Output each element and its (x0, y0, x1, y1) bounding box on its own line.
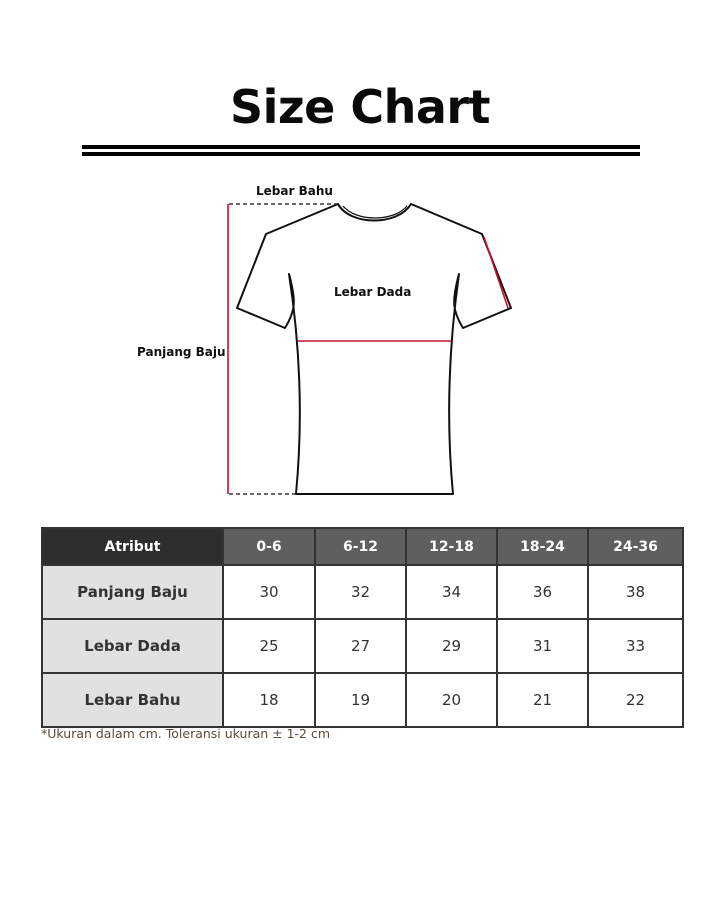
tolerance-note: *Ukuran dalam cm. Toleransi ukuran ± 1-2 cm (41, 726, 331, 741)
table-cell: 20 (406, 673, 497, 727)
page-title: Size Chart (229, 80, 491, 134)
table-cell: 18 (223, 673, 315, 727)
label-panjang-baju: Panjang Baju (137, 345, 226, 359)
table-cell: 19 (315, 673, 406, 727)
sleeve-measure-line (484, 237, 508, 308)
label-lebar-dada: Lebar Dada (334, 285, 412, 299)
table-cell: 36 (497, 565, 588, 619)
table-cell: 27 (315, 619, 406, 673)
row-label: Panjang Baju (42, 565, 223, 619)
table-row (42, 673, 683, 727)
table-header-cell: 24-36 (588, 528, 683, 565)
table-header-cell: 0-6 (223, 528, 315, 565)
label-lebar-bahu: Lebar Bahu (256, 184, 333, 198)
row-label: Lebar Bahu (42, 673, 223, 727)
table-header-cell: 12-18 (406, 528, 497, 565)
table-cell: 22 (588, 673, 683, 727)
table-row (42, 619, 683, 673)
table-header-cell: 6-12 (315, 528, 406, 565)
table-cell: 29 (406, 619, 497, 673)
size-table (41, 527, 684, 728)
row-label: Lebar Dada (42, 619, 223, 673)
table-cell: 31 (497, 619, 588, 673)
table-header-row (42, 528, 683, 565)
table-cell: 34 (406, 565, 497, 619)
table-header-cell: 18-24 (497, 528, 588, 565)
table-cell: 32 (315, 565, 406, 619)
table-header-cell: Atribut (42, 528, 223, 565)
table-cell: 33 (588, 619, 683, 673)
table-cell: 21 (497, 673, 588, 727)
table-cell: 38 (588, 565, 683, 619)
table-row (42, 565, 683, 619)
table-cell: 30 (223, 565, 315, 619)
table-cell: 25 (223, 619, 315, 673)
tshirt-outline (237, 204, 511, 494)
